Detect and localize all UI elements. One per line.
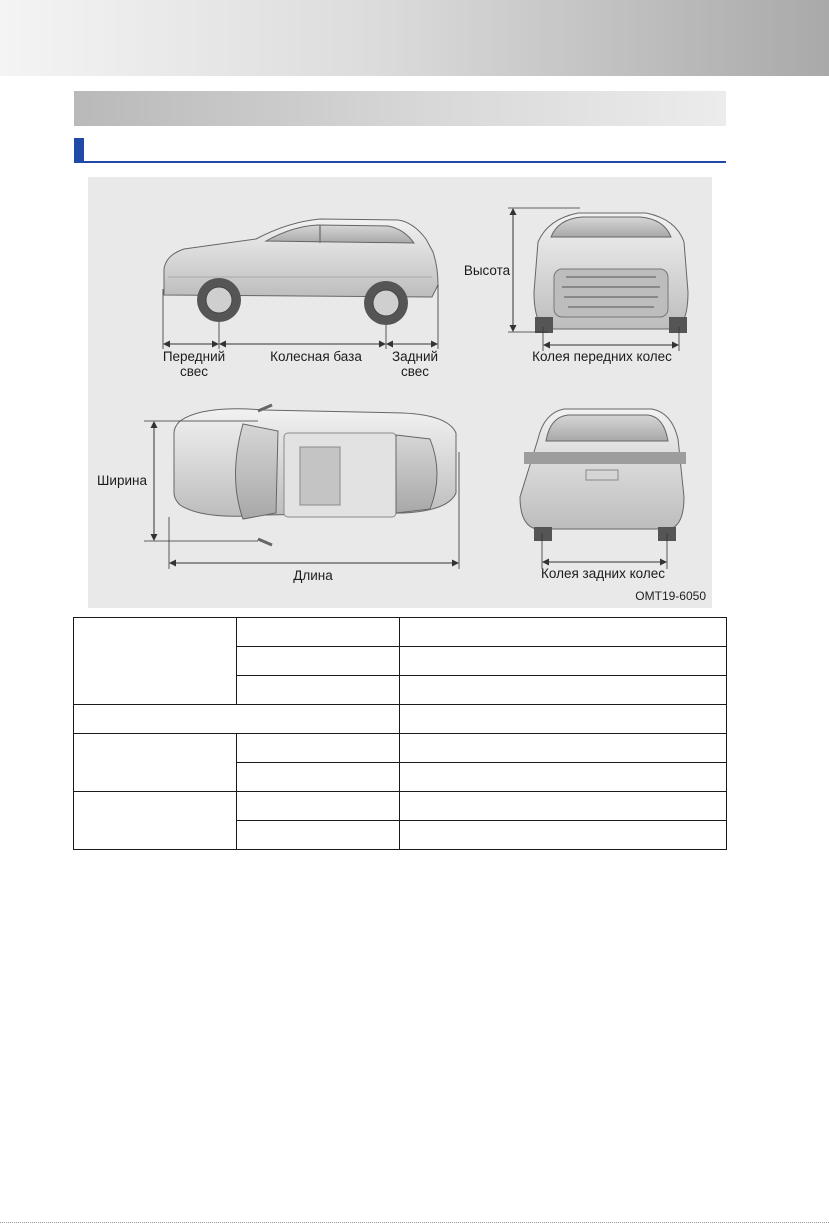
page-header-band: [0, 0, 829, 76]
table-cell: [237, 618, 400, 647]
dimensions-table: [73, 617, 727, 850]
table-cell: [400, 618, 727, 647]
subsection-header: [74, 138, 726, 164]
table-cell: [237, 734, 400, 763]
rear-track-label: Колея задних колес: [541, 566, 665, 581]
car-rear-view: [520, 409, 686, 541]
table-cell: [400, 821, 727, 850]
table-cell: [237, 821, 400, 850]
width-label: Ширина: [97, 473, 147, 488]
table-row: [74, 792, 727, 821]
table-cell: [400, 676, 727, 705]
vehicle-dimensions-figure: [88, 177, 712, 608]
height-label: Высота: [463, 263, 511, 278]
front-overhang-label: Передний свес: [162, 349, 226, 379]
table-cell: [400, 763, 727, 792]
table-row: [74, 618, 727, 647]
table-cell: [237, 676, 400, 705]
figure-code: OMT19-6050: [635, 589, 706, 603]
table-row: [74, 734, 727, 763]
table-cell: [237, 792, 400, 821]
table-cell: [400, 792, 727, 821]
table-cell: [74, 705, 400, 734]
length-label: Длина: [293, 568, 333, 583]
table-cell: [400, 647, 727, 676]
section-title-bar: [74, 91, 726, 126]
car-front-view: [534, 213, 688, 333]
wheelbase-label: Колесная база: [270, 349, 362, 364]
table-row: [74, 705, 727, 734]
subsection-rule: [74, 161, 726, 163]
rear-overhang-label: Задний свес: [391, 349, 439, 379]
table-cell: [74, 618, 237, 705]
vehicle-dimensions-drawing: [88, 177, 712, 608]
car-top-view: [174, 405, 456, 545]
footer-dotted-line: [0, 1222, 829, 1224]
table-cell: [400, 705, 727, 734]
table-cell: [237, 763, 400, 792]
table-cell: [74, 792, 237, 850]
table-cell: [237, 647, 400, 676]
table-cell: [400, 734, 727, 763]
table-cell: [74, 734, 237, 792]
car-side-view: [164, 219, 438, 325]
front-track-label: Колея передних колес: [532, 349, 672, 364]
subsection-marker: [74, 138, 84, 162]
